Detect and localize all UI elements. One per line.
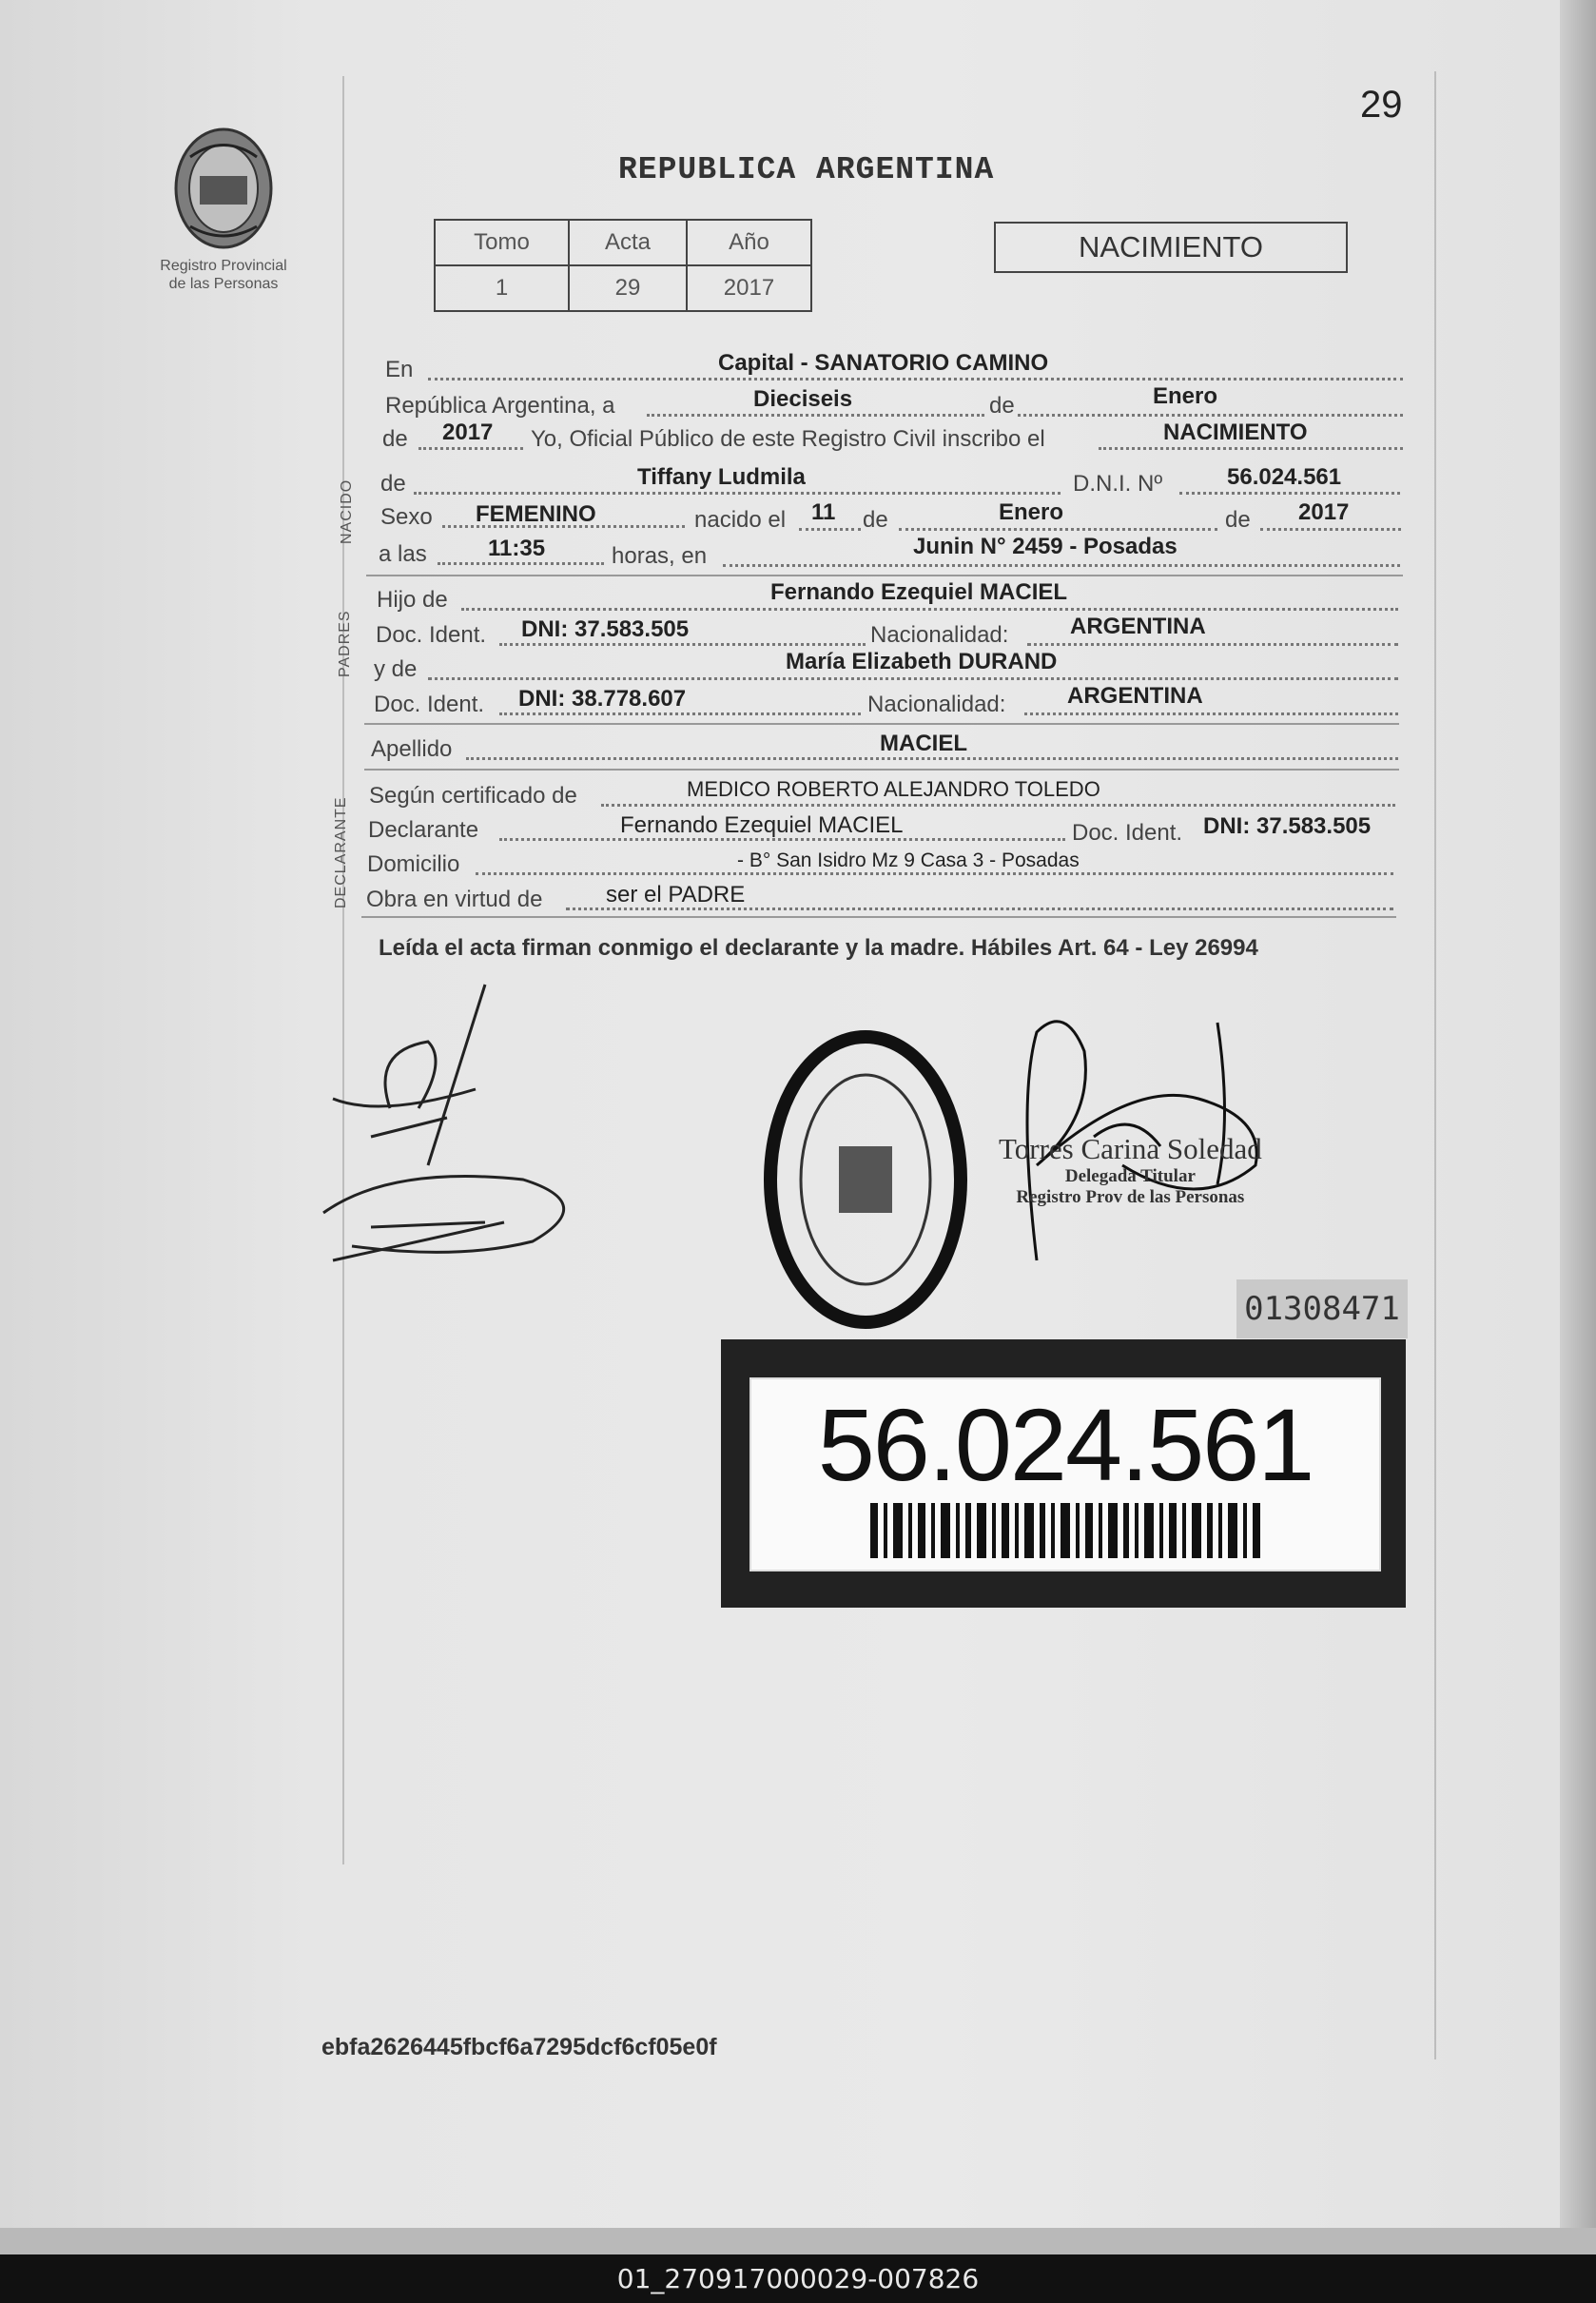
de-label-2: de	[863, 507, 888, 533]
lugar-value: Junin N° 2459 - Posadas	[913, 534, 1178, 559]
logo-caption-1: Registro Provincial	[160, 258, 287, 274]
madre-doc-label: Doc. Ident.	[374, 692, 485, 717]
dia-dots	[647, 414, 984, 417]
header-anio: Año	[687, 220, 811, 265]
anio-nac-dots	[1260, 528, 1401, 531]
madre-doc-value: DNI: 38.778.607	[518, 686, 687, 712]
anio-value: 2017	[442, 420, 494, 445]
dni-sticker	[721, 1339, 1406, 1608]
declarante-section-label: DECLARANTE	[333, 796, 349, 908]
declarante-label: Declarante	[368, 817, 479, 843]
province-seal-icon	[162, 124, 285, 257]
nombre-dots	[414, 492, 1061, 495]
separator-4	[361, 916, 1396, 918]
horas-en-label: horas, en	[612, 543, 708, 569]
right-margin-line	[1434, 71, 1436, 2059]
madre-nac-label: Nacionalidad:	[867, 692, 1006, 717]
obra-value: ser el PADRE	[606, 882, 746, 908]
mes-dots	[1018, 414, 1403, 417]
scan-bottom-strip	[0, 2228, 1596, 2254]
certificado-label: Según certificado de	[369, 783, 577, 809]
page-number: 29	[1360, 84, 1403, 126]
official-name: Torres Carina Soledad	[999, 1132, 1262, 1165]
domicilio-label: Domicilio	[367, 851, 460, 877]
padre-nac-dots	[1027, 643, 1398, 646]
madre-value: María Elizabeth DURAND	[786, 649, 1058, 674]
anio-dots	[418, 447, 523, 450]
padre-dots	[461, 608, 1398, 611]
madre-nac-dots	[1024, 712, 1398, 715]
official-role: Delegada Titular	[1064, 1166, 1196, 1186]
dia-value: Dieciseis	[753, 386, 853, 412]
dni-sticker-label	[749, 1377, 1381, 1571]
header-acta: Acta	[569, 220, 687, 265]
left-margin-line	[342, 76, 344, 1864]
certificado-dots	[601, 804, 1395, 807]
document-title: REPUBLICA ARGENTINA	[618, 152, 995, 187]
registro-table	[434, 219, 812, 312]
padre-doc-value: DNI: 37.583.505	[521, 616, 690, 642]
declarant-signature-icon	[314, 975, 609, 1270]
tipo-dots	[1099, 447, 1403, 450]
declarante-value: Fernando Ezequiel MACIEL	[620, 812, 904, 838]
republica-label: República Argentina, a	[385, 393, 615, 419]
nacido-section-label: NACIDO	[339, 478, 355, 544]
nombre-value: Tiffany Ludmila	[637, 464, 806, 490]
a-las-label: a las	[379, 541, 427, 567]
padre-doc-label: Doc. Ident.	[376, 622, 487, 648]
hora-value: 11:35	[488, 536, 546, 561]
serial-number: 01308471	[1236, 1279, 1408, 1338]
header-tomo: Tomo	[435, 220, 569, 265]
madre-dots	[428, 677, 1398, 680]
anio-label: de	[382, 426, 408, 452]
separator-3	[364, 769, 1399, 771]
padre-doc-dots	[499, 643, 866, 646]
dia-nac-dots	[799, 528, 861, 531]
value-tomo: 1	[435, 265, 569, 311]
declarante-doc-value: DNI: 37.583.505	[1203, 813, 1372, 839]
separator-2	[364, 723, 1399, 725]
madre-doc-dots	[499, 712, 861, 715]
domicilio-value: - B° San Isidro Mz 9 Casa 3 - Posadas	[737, 849, 1080, 871]
padre-nac-value: ARGENTINA	[1070, 614, 1206, 639]
separator-1	[366, 575, 1403, 576]
footer-id: 01_270917000029-007826	[616, 2263, 980, 2294]
mes-value: Enero	[1153, 383, 1218, 409]
hijo-de-label: Hijo de	[377, 587, 448, 613]
en-value: Capital - SANATORIO CAMINO	[718, 350, 1049, 376]
lugar-dots	[723, 564, 1400, 567]
footer-id-bar	[0, 2254, 1596, 2303]
dni-dots	[1179, 492, 1400, 495]
page-edge	[1560, 0, 1596, 2245]
official-stamp-icon	[761, 1027, 970, 1332]
padres-section-label: PADRES	[337, 610, 353, 677]
anio-nac-value: 2017	[1298, 499, 1350, 525]
apellido-value: MACIEL	[880, 731, 967, 756]
apellido-label: Apellido	[371, 736, 453, 762]
en-dots	[428, 378, 1403, 381]
en-label: En	[385, 357, 414, 382]
dni-sticker-number: 56.024.561	[817, 1387, 1314, 1502]
document-hash: ebfa2626445fbcf6a7295dcf6cf05e0f	[321, 2034, 717, 2060]
apellido-dots	[466, 757, 1398, 760]
registro-table-header	[435, 220, 811, 265]
certificado-value: MEDICO ROBERTO ALEJANDRO TOLEDO	[687, 777, 1100, 801]
domicilio-dots	[476, 872, 1393, 875]
logo-caption-2: de las Personas	[168, 276, 279, 292]
closing-text: Leída el acta firman conmigo el declarante y la madre. Hábiles Art. 64 - Ley 26994	[379, 935, 1258, 961]
dni-value: 56.024.561	[1227, 464, 1342, 490]
official-office: Registro Prov de las Personas	[1016, 1187, 1245, 1207]
value-acta: 29	[569, 265, 687, 311]
dni-label: D.N.I. Nº	[1073, 471, 1163, 497]
obra-label: Obra en virtud de	[366, 887, 543, 912]
padre-nac-label: Nacionalidad:	[870, 622, 1009, 648]
de-label-3: de	[1225, 507, 1251, 533]
registro-table-values	[435, 265, 811, 311]
madre-nac-value: ARGENTINA	[1067, 683, 1203, 709]
sexo-value: FEMENINO	[476, 501, 596, 527]
mes-nac-value: Enero	[999, 499, 1064, 525]
official-signature-block	[999, 1132, 1262, 1208]
padre-value: Fernando Ezequiel MACIEL	[770, 579, 1068, 605]
nacido-el-label: nacido el	[694, 507, 787, 533]
tipo-value: NACIMIENTO	[1163, 420, 1308, 445]
hora-dots	[438, 562, 604, 565]
de-label-mes: de	[989, 393, 1015, 419]
barcode-icon	[870, 1503, 1270, 1558]
declarante-doc-label: Doc. Ident.	[1072, 820, 1183, 846]
mes-nac-dots	[899, 528, 1217, 531]
acta-type-box: NACIMIENTO	[994, 222, 1348, 273]
nacido-de-label: de	[380, 471, 406, 497]
sexo-label: Sexo	[380, 504, 433, 530]
value-anio: 2017	[687, 265, 811, 311]
registry-logo	[152, 124, 295, 293]
y-de-label: y de	[374, 656, 418, 682]
dia-nac-value: 11	[811, 499, 836, 525]
oficial-text: Yo, Oficial Público de este Registro Civil inscribo el	[531, 426, 1045, 452]
